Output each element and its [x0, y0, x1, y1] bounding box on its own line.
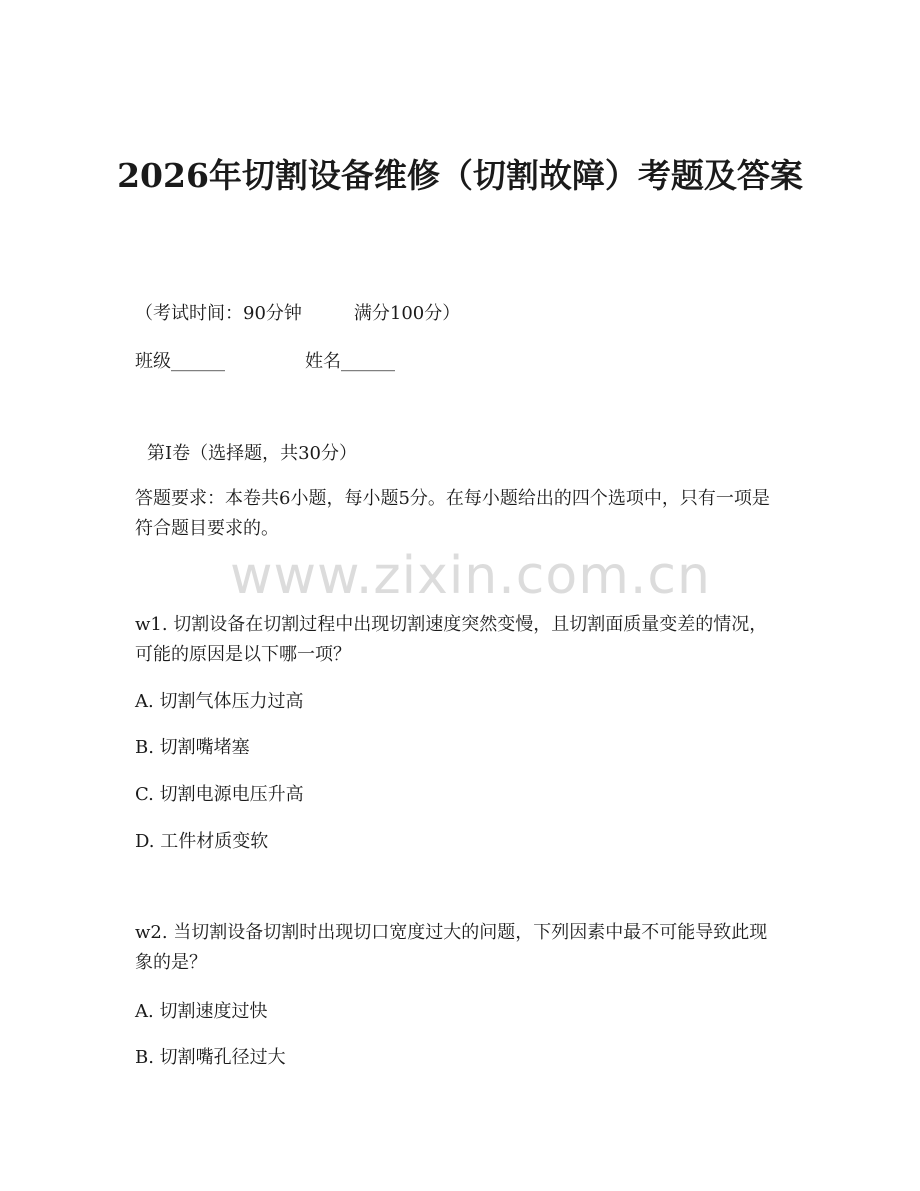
- document-title: 2026年切割设备维修（切割故障）考题及答案: [117, 156, 803, 195]
- student-info: [135, 350, 395, 374]
- question-2-option-a[interactable]: A. 切割速度过快: [135, 1001, 268, 1022]
- question-1-option-b[interactable]: B. 切割嘴堵塞: [135, 737, 250, 758]
- question-1-stem: w1. 切割设备在切割过程中出现切割速度突然变慢，且切割面质量变差的情况，可能的原因是以下哪一项？: [135, 614, 768, 665]
- exam-info: [135, 302, 460, 326]
- question-1-option-d[interactable]: D. 工件材质变软: [135, 831, 269, 852]
- question-2-option-b[interactable]: B. 切割嘴孔径过大: [135, 1047, 286, 1068]
- section-heading: 第I卷（选择题，共30分）: [147, 443, 358, 464]
- question-1-option-a[interactable]: A. 切割气体压力过高: [135, 691, 304, 712]
- section-instructions: 答题要求：本卷共6小题，每小题5分。在每小题给出的四个选项中，只有一项是符合题目要求的。: [135, 488, 770, 539]
- question-1-option-c[interactable]: C. 切割电源电压升高: [135, 784, 304, 805]
- name-field: 姓名______: [305, 351, 395, 372]
- class-field: 班级______: [135, 351, 225, 372]
- exam-time: （考试时间：90分钟: [135, 303, 302, 324]
- watermark: www.zixin.com.cn: [230, 546, 711, 606]
- question-2-stem: w2. 当切割设备切割时出现切口宽度过大的问题，下列因素中最不可能导致此现象的是？: [135, 922, 768, 973]
- exam-score: 满分100分）: [353, 303, 461, 324]
